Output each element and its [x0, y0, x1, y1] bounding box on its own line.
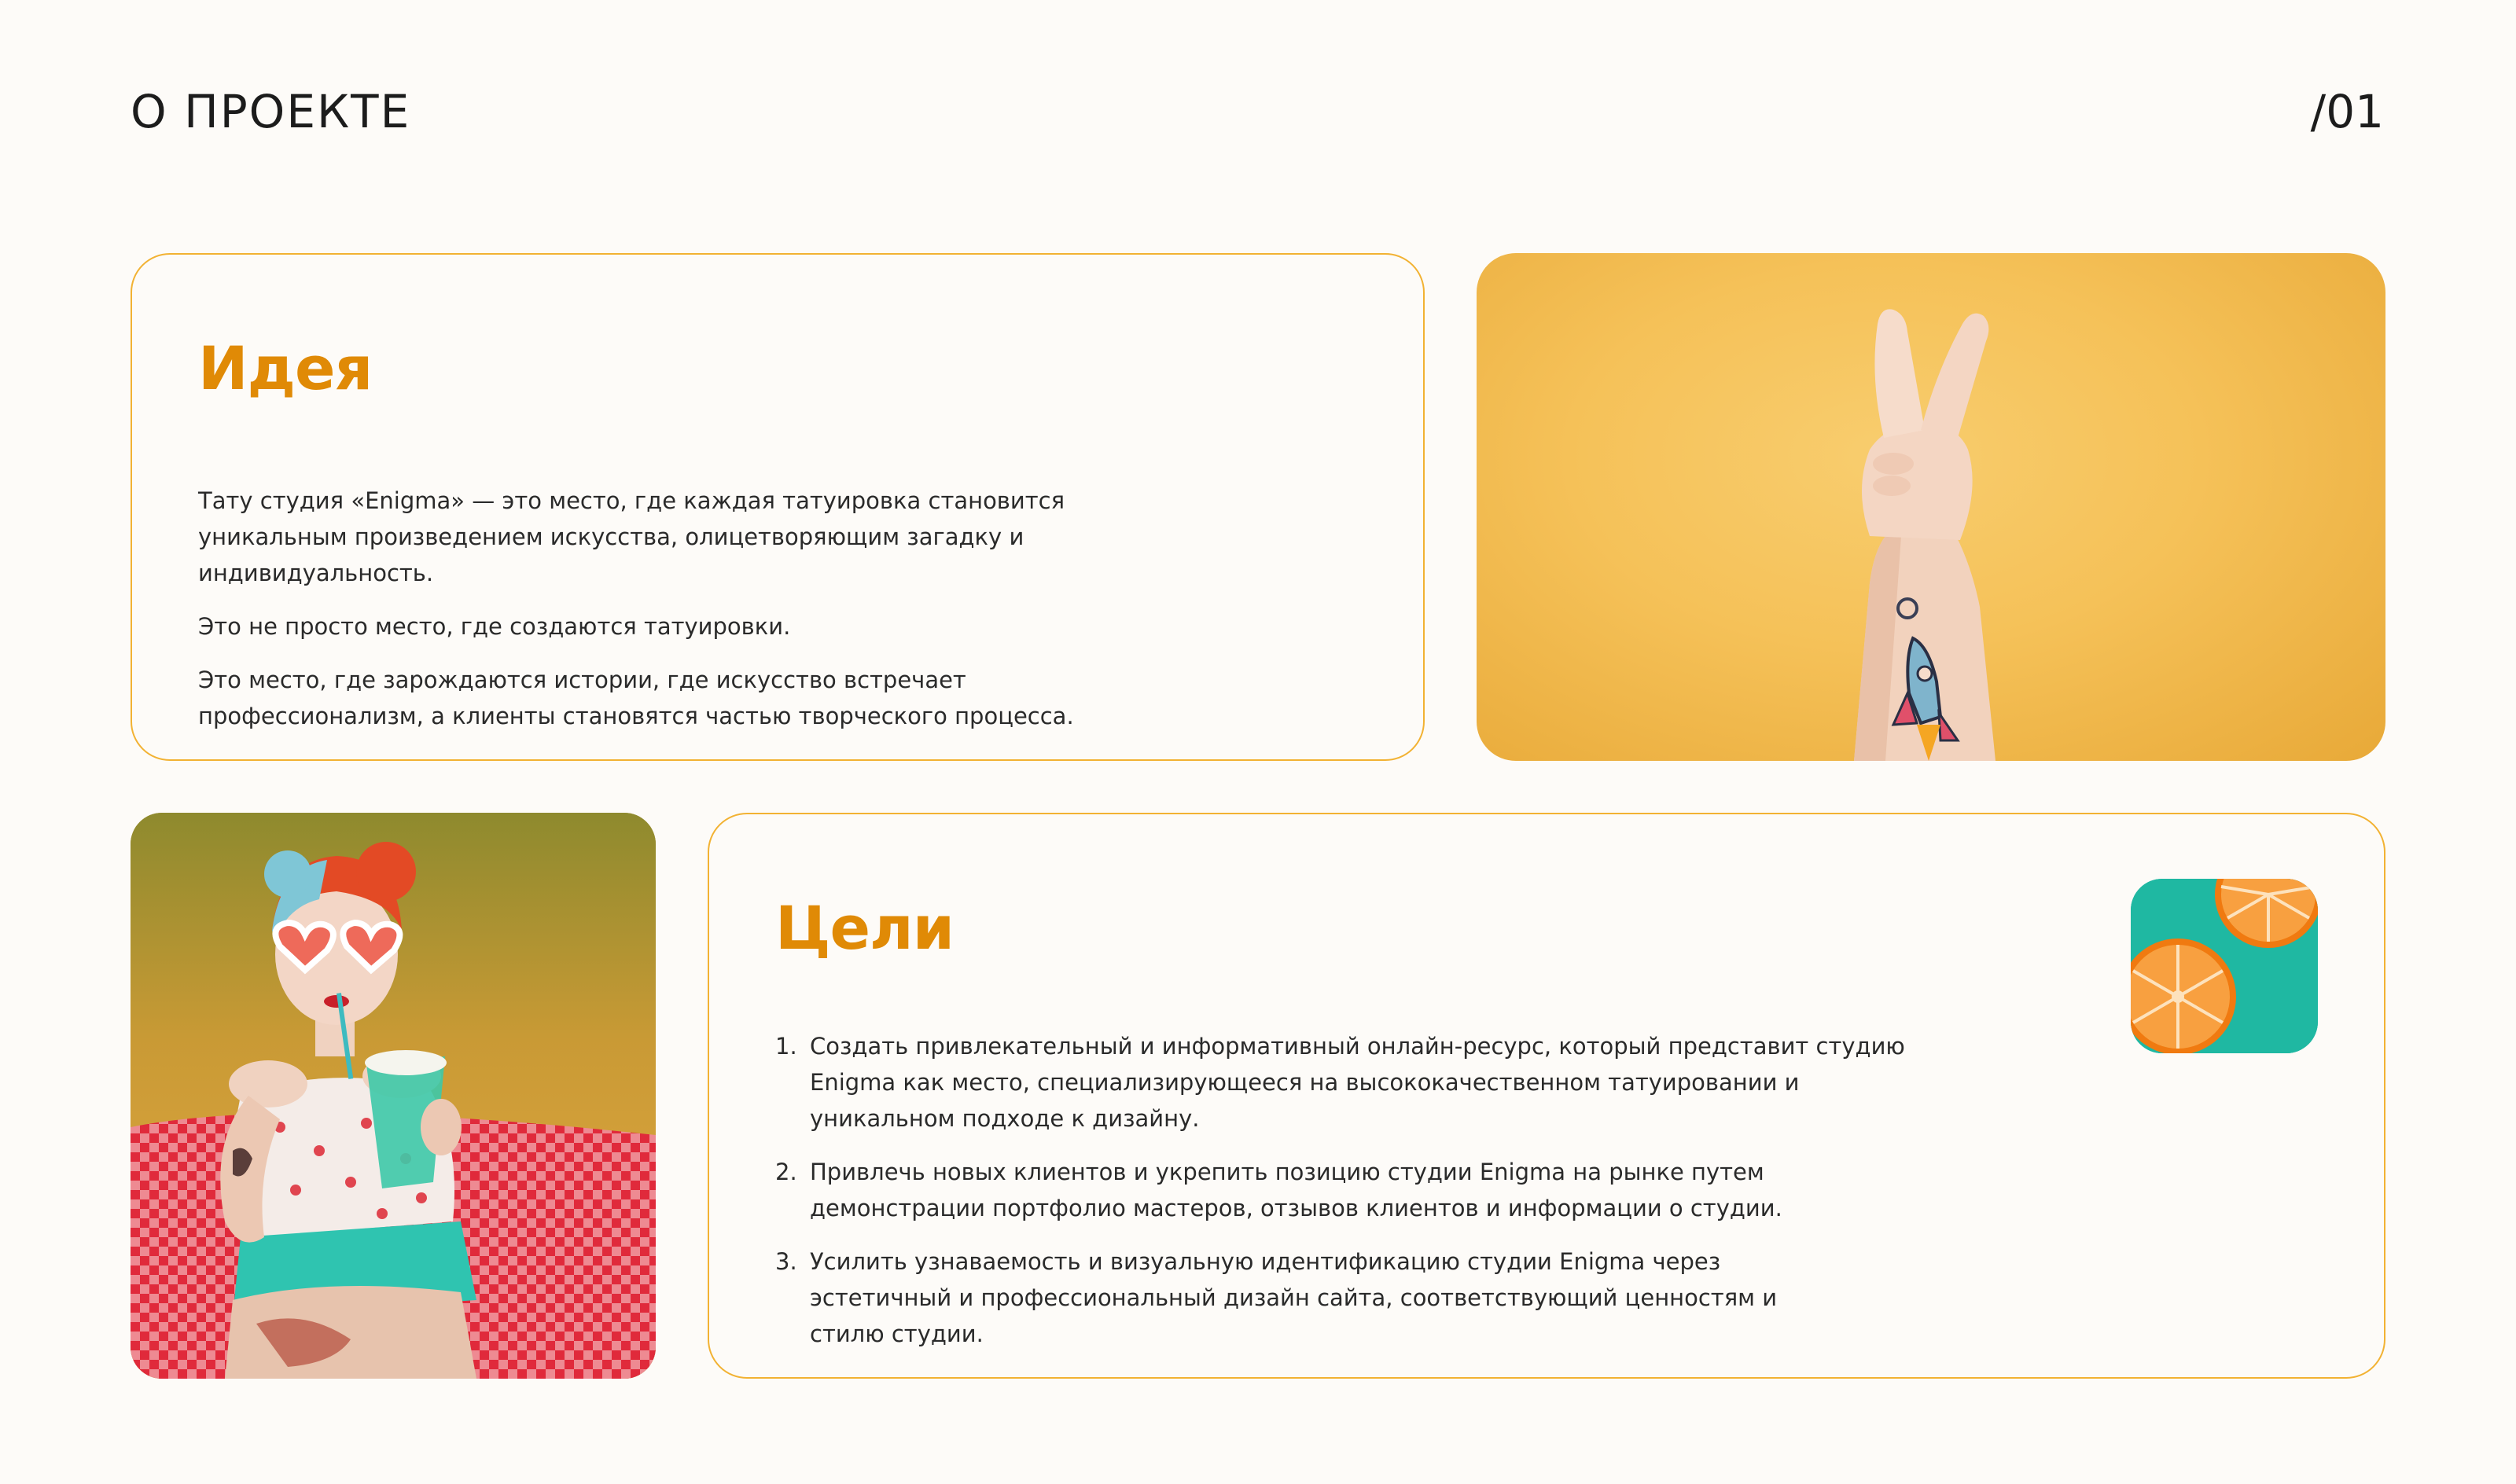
goal-item — [775, 1154, 1939, 1226]
orange-illustration — [2131, 879, 2318, 1053]
idea-card — [131, 253, 1425, 761]
goals-list — [775, 1028, 1939, 1369]
goal-number: 3. — [775, 1248, 797, 1275]
idea-text — [198, 483, 1220, 751]
page-number: /01 — [2310, 85, 2384, 138]
idea-paragraph: Это не просто место, где создаются татуировки. — [198, 613, 791, 640]
goal-text: Усилить узнаваемость и визуальную идентификацию студии Enigma через эстетичный и профессиональный дизайн сайта, соответствующий ценностям и стилю студии. — [810, 1248, 1778, 1347]
idea-paragraph: Тату студия «Enigma» — это место, где каждая татуировка становится уникальным произведением искусства, олицетворяющим загадку и индивидуальность. — [198, 487, 1065, 586]
hand-illustration — [1477, 253, 2385, 761]
page-title: О ПРОЕКТЕ — [131, 85, 411, 138]
goals-heading: Цели — [775, 893, 954, 963]
goal-item — [775, 1243, 1939, 1352]
woman-illustration — [131, 813, 656, 1379]
goal-item — [775, 1028, 1939, 1137]
woman-picnic-photo — [131, 813, 656, 1379]
goal-text: Привлечь новых клиентов и укрепить позицию студии Enigma на рынке путем демонстрации портфолио мастеров, отзывов клиентов и информации о студии. — [810, 1159, 1782, 1221]
orange-slices-photo — [2131, 879, 2318, 1053]
hand-tattoo-photo — [1477, 253, 2385, 761]
goals-card — [708, 813, 2385, 1379]
idea-heading: Идея — [198, 333, 373, 403]
goal-text: Создать привлекательный и информативный онлайн-ресурс, который представит студию Enigma как место, специализирующееся на высококачественном татуировании и уникальном подходе к дизайну. — [810, 1033, 1905, 1132]
goal-number: 1. — [775, 1033, 797, 1060]
goal-number: 2. — [775, 1159, 797, 1185]
idea-paragraph: Это место, где зарождаются истории, где искусство встречает профессионализм, а клиенты становятся частью творческого процесса. — [198, 667, 1074, 729]
